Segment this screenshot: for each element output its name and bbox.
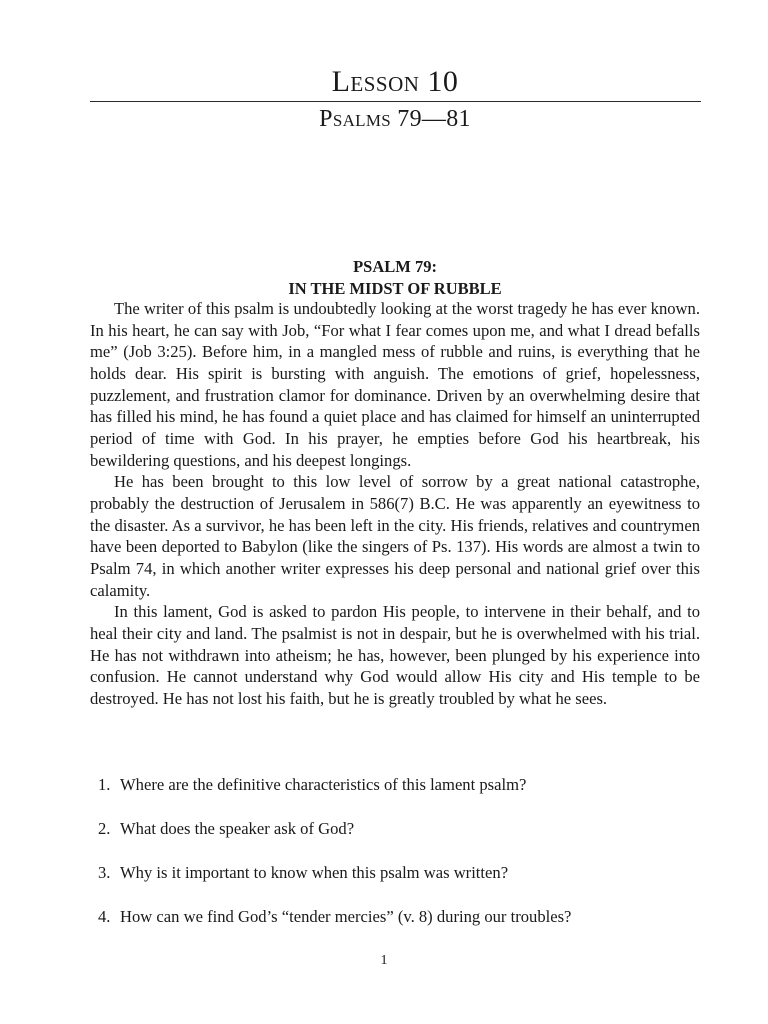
question-text: Why is it important to know when this psalm was written? bbox=[120, 863, 509, 882]
lesson-subtitle: Psalms 79—81 bbox=[319, 106, 471, 132]
section-heading bbox=[90, 256, 700, 299]
question-text: Where are the definitive characteristics of this lament psalm? bbox=[120, 775, 527, 794]
paragraph: The writer of this psalm is undoubtedly looking at the worst tragedy he has ever known. In his heart, he can say with Job, “For what I fear comes upon me, and what I dread befalls me” (Job 3:25). Before him, in a mangled mess of rubble and ruins, is everything that he holds dear. His spirit is bursting with anguish. The emotions of grief, hopelessness, puzzlement, and frustration clamor for dominance. Driven by an overwhelming desire that has filled his mind, he has found a quiet place and has claimed for himself an uninterrupted period of time with God. In his prayer, he empties before God his heartbreak, his bewildering questions, and his deepest longings. bbox=[90, 299, 700, 470]
paragraph: He has been brought to this low level of sorrow by a great national catastrophe, probably the destruction of Jerusalem in 586(7) B.C. He was apparently an eyewitness to the disaster. As a survivor, he has been left in the city. His friends, relatives and countrymen have been deported to Babylon (like the singers of Ps. 137). His words are almost a twin to Psalm 74, in which another writer expresses his deep personal and national grief over this calamity. bbox=[90, 472, 700, 600]
question-item bbox=[98, 862, 698, 906]
question-item bbox=[98, 818, 698, 862]
body-text bbox=[90, 298, 700, 709]
question-list bbox=[98, 774, 698, 950]
question-text: What does the speaker ask of God? bbox=[120, 819, 355, 838]
page-number: 1 bbox=[380, 953, 388, 968]
section-heading-line1: PSALM 79: bbox=[353, 257, 437, 276]
section-heading-line2: IN THE MIDST OF RUBBLE bbox=[288, 278, 502, 298]
question-number: 2. bbox=[98, 819, 111, 838]
question-item bbox=[98, 906, 698, 950]
question-text: How can we find God’s “tender mercies” (v. 8) during our troubles? bbox=[120, 907, 572, 926]
question-item bbox=[98, 774, 698, 818]
lesson-title: Lesson 10 bbox=[331, 65, 459, 98]
title-rule bbox=[90, 101, 701, 102]
question-number: 4. bbox=[98, 907, 111, 926]
question-number: 1. bbox=[98, 775, 111, 794]
question-number: 3. bbox=[98, 863, 111, 882]
paragraph: In this lament, God is asked to pardon His people, to intervene in their behalf, and to heal their city and land. The psalmist is not in despair, but he is overwhelmed with his trial. He has not withdrawn into atheism; he has, however, been plunged by his experience into confusion. He cannot understand why God would allow His city and His temple to be destroyed. He has not lost his faith, but he is greatly troubled by what he sees. bbox=[90, 602, 700, 708]
